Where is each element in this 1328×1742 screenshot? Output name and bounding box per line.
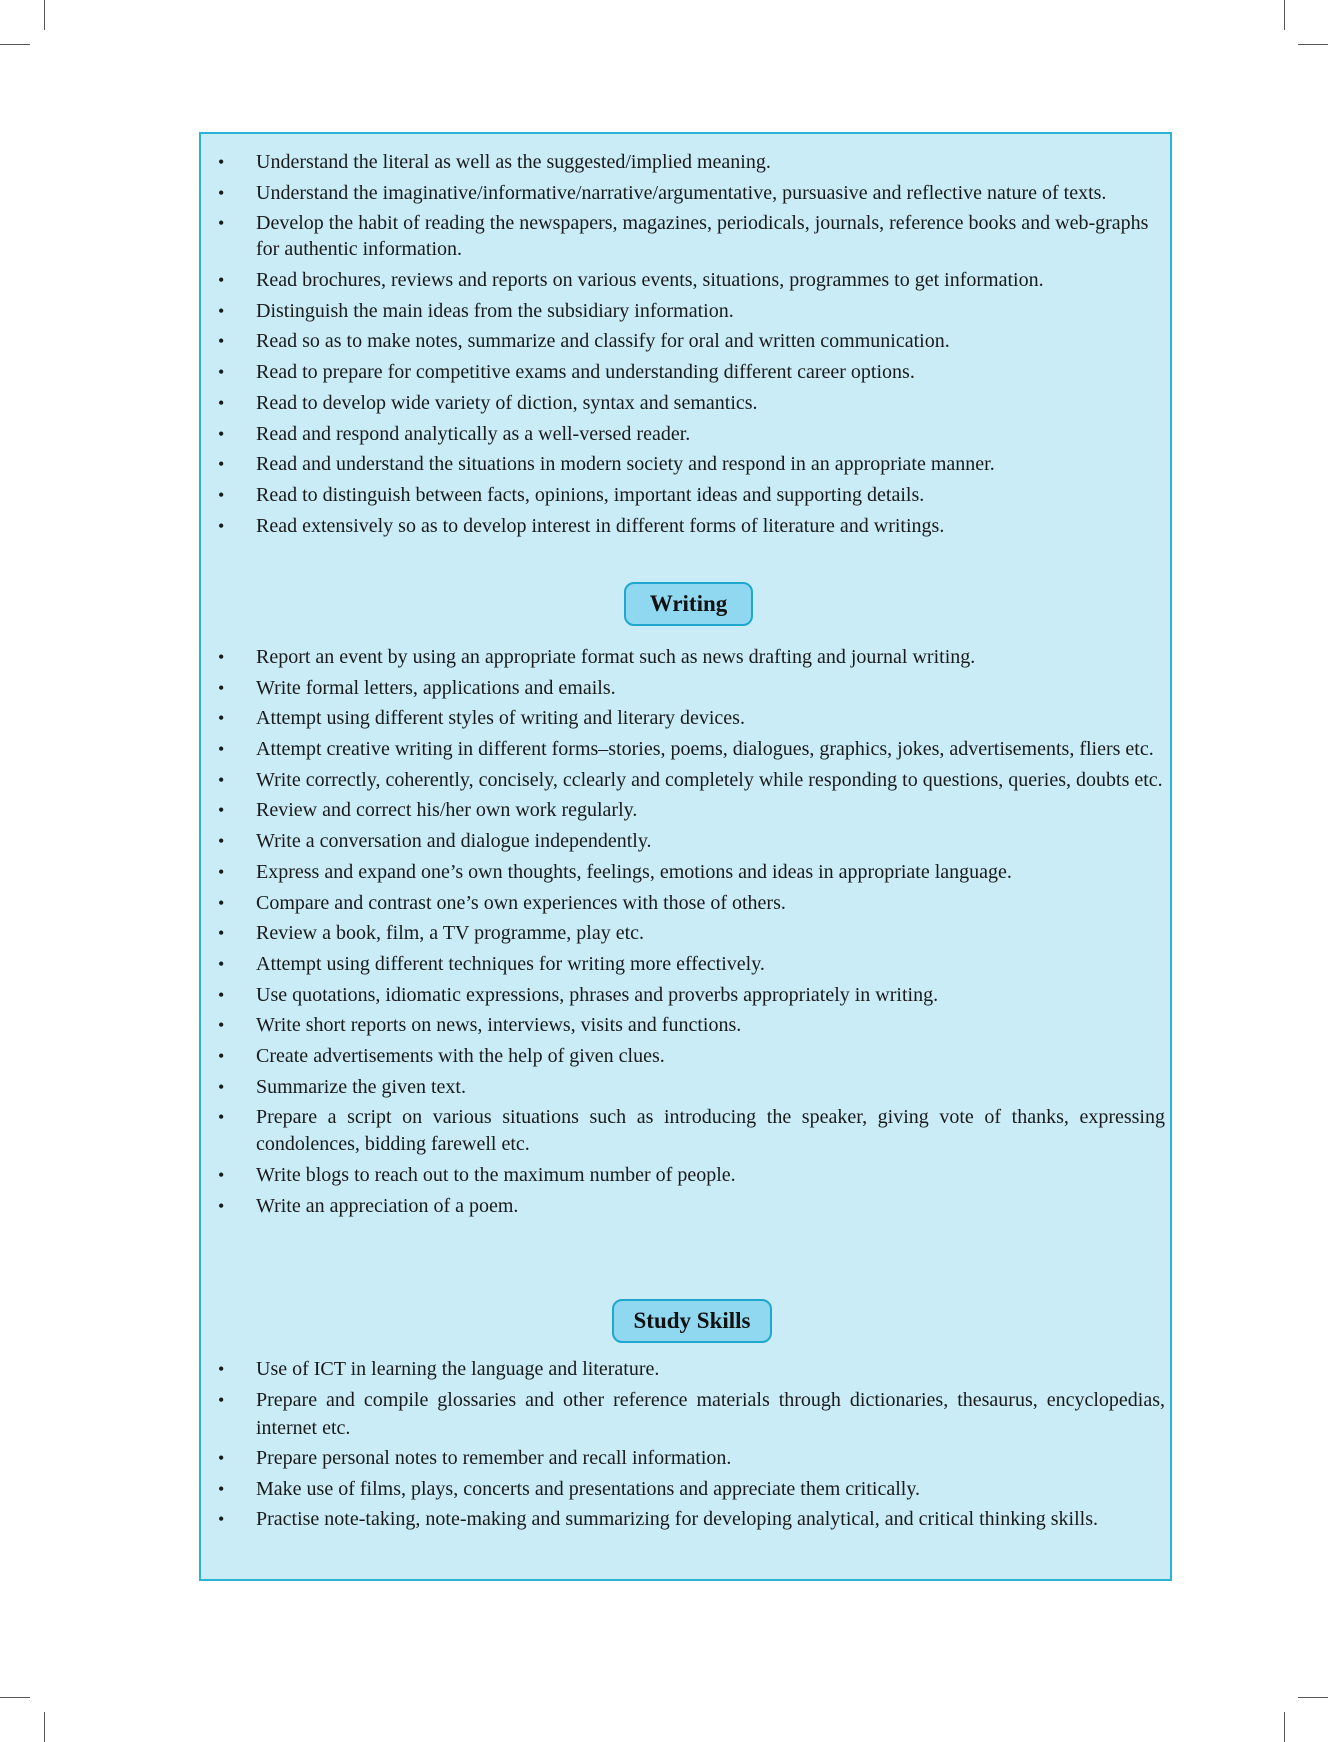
list-item: • Read and respond analytically as a well-versed reader. <box>218 422 691 445</box>
list-item: • Read extensively so as to develop interest in different forms of literature and writings. <box>218 514 945 537</box>
list-item: • Prepare a script on various situations such as introducing the speaker, giving vote of thanks, expressing condolences, bidding farewell etc. <box>218 1106 1165 1156</box>
bullet: • <box>218 300 225 321</box>
list-item: • Distinguish the main ideas from the subsidiary information. <box>218 299 734 322</box>
list-item: • Write blogs to reach out to the maximum number of people. <box>215 1162 1165 1189</box>
list-item: • Read brochures, reviews and reports on various events, situations, programmes to get information. <box>218 269 1044 292</box>
bullet: • <box>218 362 225 383</box>
bullet: • <box>218 1448 225 1469</box>
crop-mark <box>1298 44 1328 45</box>
bullet: • <box>218 677 225 698</box>
bullet: • <box>218 800 225 821</box>
list-item: • Attempt using different techniques for writing more effectively. <box>215 951 1165 978</box>
bullet: • <box>218 423 225 444</box>
bullet: • <box>218 708 225 729</box>
list-item: • Review and correct his/her own work regularly. <box>215 797 1165 824</box>
list-item: • Express and expand one’s own thoughts, feelings, emotions and ideas in appropriate language. <box>215 859 1165 886</box>
crop-mark <box>1284 0 1285 30</box>
reading-list <box>215 149 1165 543</box>
list-item: • Read to distinguish between facts, opinions, important ideas and supporting details. <box>218 483 925 506</box>
bullet: • <box>218 1509 225 1530</box>
bullet: • <box>218 270 225 291</box>
crop-mark <box>44 1712 45 1742</box>
list-item: • Read and understand the situations in modern society and respond in an appropriate manner. <box>218 453 995 476</box>
bullet: • <box>218 454 225 475</box>
bullet: • <box>218 953 225 974</box>
crop-mark <box>44 0 45 30</box>
writing-list <box>215 644 1165 1223</box>
list-item: • Attempt using different styles of writing and literary devices. <box>215 705 1165 732</box>
list-item: • Use of ICT in learning the language and literature. <box>215 1355 1165 1383</box>
list-item: • Create advertisements with the help of given clues. <box>215 1043 1165 1070</box>
list-item: • Report an event by using an appropriate format such as news drafting and journal writing. <box>215 644 1165 671</box>
bullet: • <box>218 152 225 172</box>
list-item: • Use quotations, idiomatic expressions, phrases and proverbs appropriately in writing. <box>215 982 1165 1009</box>
bullet: • <box>218 861 225 882</box>
bullet: • <box>218 892 225 913</box>
list-item: • Make use of films, plays, concerts and presentations and appreciate them critically. <box>215 1475 1165 1503</box>
bullet: • <box>218 1359 225 1379</box>
crop-mark <box>1284 1712 1285 1742</box>
bullet: • <box>218 484 225 505</box>
bullet: • <box>218 769 225 790</box>
list-item: • Review a book, film, a TV programme, play etc. <box>215 920 1165 947</box>
objectives-panel <box>199 132 1172 1581</box>
bullet: • <box>218 392 225 413</box>
bullet: • <box>218 1165 225 1185</box>
bullet: • <box>218 1045 225 1066</box>
list-item: • Attempt creative writing in different forms–stories, poems, dialogues, graphics, jokes, advertisements, fliers etc. <box>215 736 1165 763</box>
list-item: • Read to prepare for competitive exams and understanding different career options. <box>218 361 915 384</box>
crop-mark <box>1298 1697 1328 1698</box>
bullet: • <box>218 1478 225 1499</box>
list-item: • Compare and contrast one’s own experiences with those of others. <box>215 890 1165 917</box>
list-item: • Write correctly, coherently, concisely, cclearly and completely while responding to questions, queries, doubts etc. <box>215 767 1165 794</box>
list-item: • Write an appreciation of a poem. <box>215 1193 1165 1220</box>
bullet: • <box>218 1195 225 1216</box>
crop-mark <box>0 1697 30 1698</box>
list-item: • Understand the imaginative/informative/narrative/argumentative, pursuasive and reflective nature of texts. <box>218 181 1107 204</box>
bullet: • <box>218 739 225 760</box>
list-item: • Understand the literal as well as the suggested/implied meaning. <box>218 151 771 173</box>
bullet: • <box>218 1107 225 1128</box>
list-item: • Write short reports on news, interviews, visits and functions. <box>215 1012 1165 1039</box>
bullet: • <box>218 923 225 944</box>
bullet: • <box>218 331 225 352</box>
list-item: • Prepare and compile glossaries and other reference materials through dictionaries, thesaurus, encyclopedias, internet etc. <box>215 1386 1165 1442</box>
study-skills-list <box>215 1355 1165 1536</box>
bullet: • <box>218 1389 225 1410</box>
writing-heading: Writing <box>624 582 753 626</box>
list-item: • Practise note-taking, note-making and summarizing for developing analytical, and critical thinking skills. <box>215 1505 1165 1533</box>
study-skills-heading: Study Skills <box>612 1299 772 1343</box>
bullet: • <box>218 831 225 852</box>
bullet: • <box>218 1015 225 1036</box>
list-item: • Prepare personal notes to remember and recall information. <box>215 1444 1165 1472</box>
list-item: • Read so as to make notes, summarize and classify for oral and written communication. <box>218 330 950 353</box>
bullet: • <box>218 213 225 234</box>
bullet: • <box>218 1076 225 1097</box>
list-item: • Summarize the given text. <box>215 1074 1165 1101</box>
list-item: • Write formal letters, applications and emails. <box>215 675 1165 702</box>
list-item: • Read to develop wide variety of diction, syntax and semantics. <box>218 391 758 414</box>
list-item: • Develop the habit of reading the newspapers, magazines, periodicals, journals, reference books and web-graphs for authentic information. <box>218 212 1149 261</box>
bullet: • <box>218 182 225 203</box>
bullet: • <box>218 984 225 1005</box>
list-item: • Write a conversation and dialogue independently. <box>215 828 1165 855</box>
crop-mark <box>0 44 30 45</box>
bullet: • <box>218 647 225 667</box>
bullet: • <box>218 515 225 536</box>
